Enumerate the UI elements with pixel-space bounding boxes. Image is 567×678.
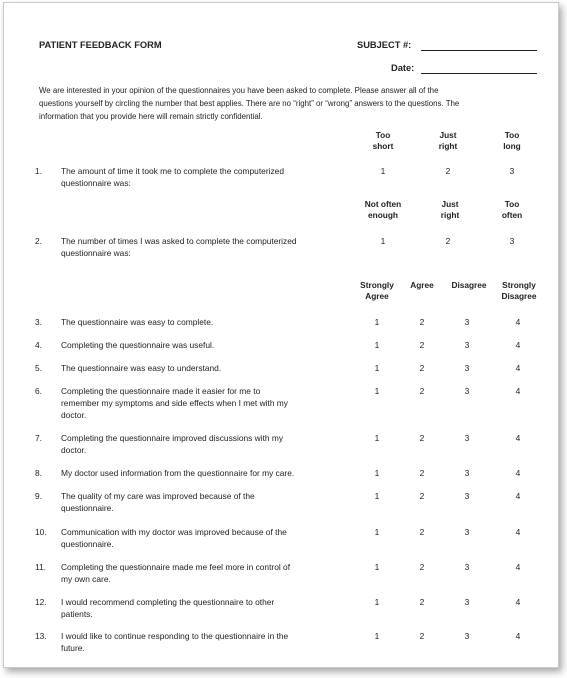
answer-option[interactable]: 4 [515, 317, 521, 327]
date-label: Date: [391, 63, 415, 73]
answer-option[interactable]: 1 [374, 527, 380, 537]
intro-paragraph [39, 84, 459, 124]
question-number: 9. [35, 491, 42, 501]
question-number: 11. [35, 562, 47, 572]
answer-option[interactable]: 3 [464, 491, 470, 501]
subject-number-field[interactable] [421, 50, 537, 51]
answer-option[interactable]: 2 [419, 491, 425, 501]
question-number: 4. [35, 340, 42, 350]
question-number: 1. [35, 166, 42, 176]
date-field[interactable] [421, 73, 537, 74]
answer-option[interactable]: 3 [464, 631, 470, 641]
question-text: The questionnaire was easy to complete. [61, 317, 214, 327]
answer-option[interactable]: 1 [380, 166, 386, 176]
answer-option[interactable]: 2 [419, 433, 425, 443]
question-number: 13. [35, 631, 47, 641]
answer-option[interactable]: 3 [464, 468, 470, 478]
answer-option[interactable]: 1 [374, 386, 380, 396]
question-text: I would like to continue responding to the questionnaire in the future. [61, 631, 289, 653]
intro-line: questions yourself by circling the number that best applies. There are no “right” or “wrong” answers to the questions. The [39, 99, 460, 109]
answer-option[interactable]: 2 [419, 631, 425, 641]
column-header-just-right: Just right [440, 199, 460, 220]
column-header-too-short: Too short [372, 130, 394, 151]
answer-option[interactable]: 3 [509, 236, 515, 246]
answer-option[interactable]: 3 [464, 527, 470, 537]
answer-option[interactable]: 3 [464, 363, 470, 373]
intro-line: We are interested in your opinion of the questionnaires you have been asked to complete. Please answer all of the [39, 86, 439, 95]
answer-option[interactable]: 2 [419, 468, 425, 478]
answer-option[interactable]: 3 [464, 597, 470, 607]
answer-option[interactable]: 2 [419, 317, 425, 327]
answer-option[interactable]: 1 [374, 491, 380, 501]
answer-option[interactable]: 2 [419, 363, 425, 373]
answer-option[interactable]: 2 [419, 340, 425, 350]
answer-option[interactable]: 3 [509, 166, 515, 176]
column-header-strongly-agree: Strongly Agree [360, 280, 394, 301]
question-text: Completing the questionnaire improved discussions with my doctor. [61, 433, 284, 455]
answer-option[interactable]: 4 [515, 340, 521, 350]
question-number: 5. [35, 363, 42, 373]
answer-option[interactable]: 1 [374, 562, 380, 572]
column-header-disagree: Disagree [451, 280, 487, 290]
answer-option[interactable]: 2 [419, 386, 425, 396]
question-text: Completing the questionnaire made me feel more in control of my own care. [61, 562, 291, 584]
answer-option[interactable]: 4 [515, 562, 521, 572]
question-number: 12. [35, 597, 47, 607]
question-text: The amount of time it took me to complete the computerized questionnaire was: [61, 166, 284, 188]
column-header-strongly-disagree: Strongly Disagree [501, 280, 537, 301]
answer-option[interactable]: 1 [380, 236, 386, 246]
answer-option[interactable]: 3 [464, 317, 470, 327]
column-header-too-often: Too often [501, 199, 523, 220]
column-header-too-long: Too long [503, 130, 521, 151]
answer-option[interactable]: 1 [374, 597, 380, 607]
question-text: Completing the questionnaire was useful. [61, 340, 215, 350]
answer-option[interactable]: 4 [515, 491, 521, 501]
answer-option[interactable]: 3 [464, 433, 470, 443]
question-number: 10. [35, 527, 47, 537]
answer-option[interactable]: 4 [515, 433, 521, 443]
question-text: The quality of my care was improved because of the questionnaire. [61, 491, 255, 513]
question-text: My doctor used information from the questionnaire for my care. [61, 468, 295, 478]
column-header-just-right: Just right [438, 130, 458, 151]
answer-option[interactable]: 2 [419, 527, 425, 537]
answer-option[interactable]: 2 [445, 236, 451, 246]
answer-option[interactable]: 1 [374, 433, 380, 443]
intro-line: information that you provide here will remain strictly confidential. [39, 112, 263, 122]
answer-option[interactable]: 1 [374, 363, 380, 373]
question-number: 6. [35, 386, 42, 396]
answer-option[interactable]: 2 [419, 597, 425, 607]
answer-option[interactable]: 1 [374, 468, 380, 478]
answer-option[interactable]: 2 [445, 166, 451, 176]
question-text: The questionnaire was easy to understand. [61, 363, 222, 373]
answer-option[interactable]: 1 [374, 631, 380, 641]
answer-option[interactable]: 4 [515, 527, 521, 537]
answer-option[interactable]: 1 [374, 340, 380, 350]
answer-option[interactable]: 4 [515, 597, 521, 607]
question-number: 3. [35, 317, 42, 327]
answer-option[interactable]: 2 [419, 562, 425, 572]
question-number: 8. [35, 468, 42, 478]
subject-label: SUBJECT #: [357, 40, 412, 50]
answer-option[interactable]: 4 [515, 386, 521, 396]
column-header-not-often-enough: Not often enough [364, 199, 402, 220]
question-text: The number of times I was asked to complete the computerized questionnaire was: [61, 236, 297, 258]
question-number: 7. [35, 433, 42, 443]
answer-option[interactable]: 1 [374, 317, 380, 327]
answer-option[interactable]: 4 [515, 363, 521, 373]
question-text: Communication with my doctor was improved because of the questionnaire. [61, 527, 287, 549]
column-header-agree: Agree [410, 280, 434, 290]
question-text: I would recommend completing the questionnaire to other patients. [61, 597, 275, 619]
question-number: 2. [35, 236, 42, 246]
answer-option[interactable]: 3 [464, 562, 470, 572]
answer-option[interactable]: 4 [515, 468, 521, 478]
answer-option[interactable]: 3 [464, 386, 470, 396]
question-text: Completing the questionnaire made it easier for me to remember my symptoms and side effects when I met with my doctor. [61, 386, 288, 420]
form-title: PATIENT FEEDBACK FORM [39, 40, 162, 50]
answer-option[interactable]: 4 [515, 631, 521, 641]
answer-option[interactable]: 3 [464, 340, 470, 350]
